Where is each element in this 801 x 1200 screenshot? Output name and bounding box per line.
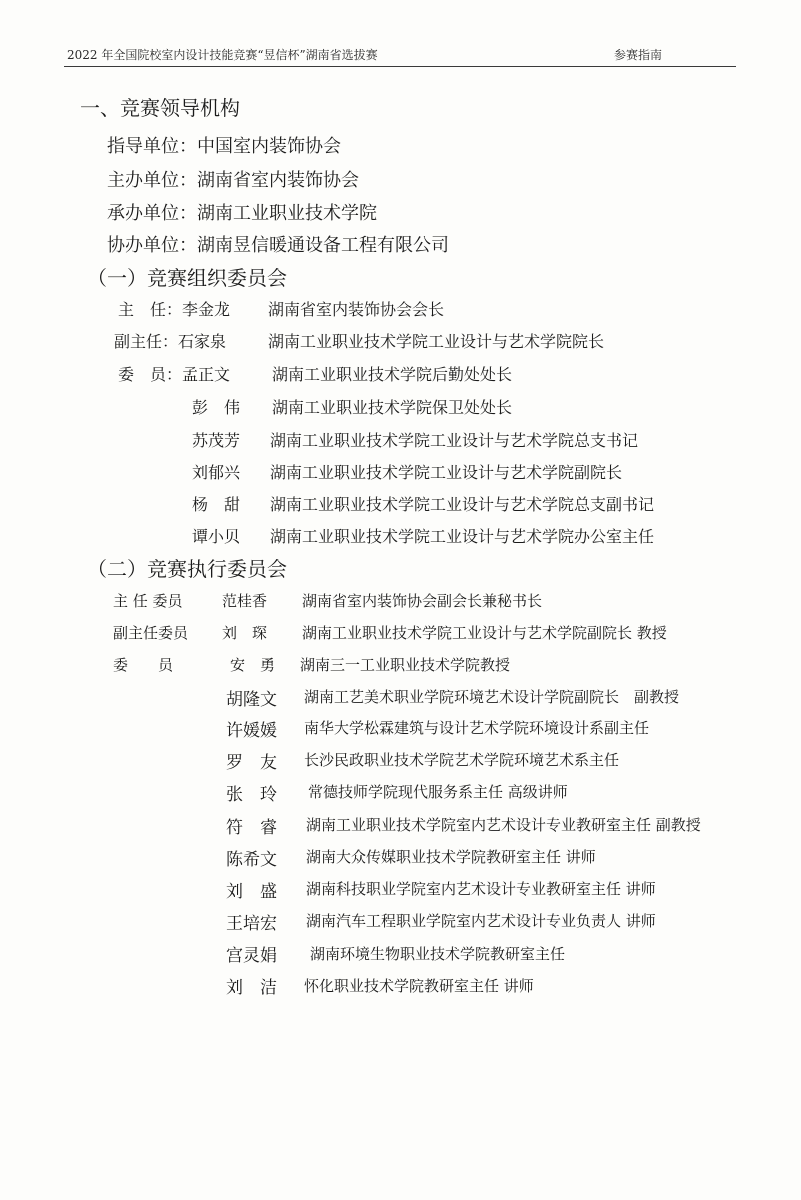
running-header-title: 2022 年全国院校室内设计技能竞赛“昱信杯”湖南省选拔赛 — [67, 48, 378, 62]
org-line-host — [107, 166, 359, 192]
member-name: 宫灵娟 — [226, 946, 277, 966]
member-name: 杨 甜 — [192, 495, 241, 514]
org-label: 承办单位： — [107, 203, 197, 224]
member-name: 张 玲 — [226, 785, 277, 805]
member-name: 彭 伟 — [192, 398, 241, 417]
committee-title-organizing: （一）竞赛组织委员会 — [87, 266, 287, 290]
member-name: 刘 盛 — [226, 882, 277, 902]
member-name: 刘 洁 — [226, 978, 277, 998]
member-desc: 湖南工业职业技术学院工业设计与艺术学院总支书记 — [270, 431, 639, 450]
member-name: 罗 友 — [226, 753, 277, 773]
member-desc: 湖南大众传媒职业技术学院教研室主任 讲师 — [306, 848, 596, 866]
member-name: 石家泉 — [178, 332, 227, 351]
member-role: 委 员： — [118, 365, 183, 384]
member-name: 李金龙 — [182, 300, 231, 319]
member-desc: 湖南工业职业技术学院工业设计与艺术学院院长 — [268, 332, 605, 351]
org-label: 协办单位： — [107, 235, 197, 256]
member-name: 孟正文 — [182, 365, 231, 384]
member-desc: 湖南环境生物职业技术学院教研室主任 — [310, 945, 566, 963]
member-desc: 湖南汽车工程职业学院室内艺术设计专业负责人 讲师 — [306, 912, 656, 930]
committee-title-executive: （二）竞赛执行委员会 — [87, 557, 287, 581]
member-desc: 湖南工业职业技术学院保卫处处长 — [272, 398, 513, 417]
member-desc: 常德技师学院现代服务系主任 高级讲师 — [308, 783, 568, 801]
member-desc: 湖南工艺美术职业学院环境艺术设计学院副院长 副教授 — [304, 688, 680, 706]
member-desc: 南华大学松霖建筑与设计艺术学院环境设计系副主任 — [304, 719, 650, 737]
member-role: 副主任： — [114, 332, 179, 351]
member-role: 委 员 — [113, 656, 174, 674]
member-row — [114, 329, 226, 352]
member-name: 刘郁兴 — [192, 463, 241, 482]
member-role: 主 任： — [118, 300, 183, 319]
member-desc: 湖南工业职业技术学院工业设计与艺术学院总支副书记 — [270, 495, 655, 514]
member-name: 苏茂芳 — [192, 431, 241, 450]
member-desc: 湖南三一工业职业技术学院教授 — [300, 656, 511, 674]
org-label: 指导单位： — [107, 136, 197, 157]
member-desc: 湖南工业职业技术学院工业设计与艺术学院副院长 — [270, 463, 623, 482]
org-line-organizer — [107, 199, 377, 225]
member-name: 刘 琛 — [222, 624, 268, 642]
member-row — [118, 362, 230, 385]
member-name: 谭小贝 — [192, 527, 241, 546]
member-desc: 湖南工业职业技术学院后勤处处长 — [272, 365, 513, 384]
org-line-guide — [107, 132, 341, 158]
org-value: 湖南昱信暖通设备工程有限公司 — [197, 235, 449, 256]
member-name: 符 睿 — [226, 818, 277, 838]
member-role: 主 任 委员 — [113, 592, 183, 610]
member-desc: 长沙民政职业技术学院艺术学院环境艺术系主任 — [304, 751, 620, 769]
org-line-coorganizer — [107, 231, 449, 257]
member-desc: 湖南工业职业技术学院工业设计与艺术学院副院长 教授 — [302, 624, 667, 642]
org-value: 湖南工业职业技术学院 — [197, 203, 377, 224]
member-row — [118, 297, 230, 320]
member-desc: 湖南工业职业技术学院室内艺术设计专业教研室主任 副教授 — [306, 816, 701, 834]
member-desc: 湖南科技职业学院室内艺术设计专业教研室主任 讲师 — [306, 880, 656, 898]
org-value: 中国室内装饰协会 — [197, 136, 341, 157]
org-value: 湖南省室内装饰协会 — [197, 170, 359, 191]
running-header-section: 参赛指南 — [614, 48, 663, 62]
member-name: 胡隆文 — [226, 690, 277, 710]
member-desc: 湖南省室内装饰协会副会长兼秘书长 — [302, 592, 543, 610]
member-role: 副主任委员 — [113, 624, 189, 642]
member-name: 陈希文 — [226, 850, 277, 870]
member-name: 安 勇 — [230, 656, 276, 674]
member-desc: 怀化职业技术学院教研室主任 讲师 — [304, 977, 534, 995]
member-desc: 湖南工业职业技术学院工业设计与艺术学院办公室主任 — [270, 527, 655, 546]
header-divider — [64, 66, 736, 67]
member-desc: 湖南省室内装饰协会会长 — [268, 300, 445, 319]
member-name: 范桂香 — [222, 592, 268, 610]
org-label: 主办单位： — [107, 170, 197, 191]
member-name: 王培宏 — [226, 914, 277, 934]
member-name: 许媛媛 — [226, 721, 277, 741]
section-title-leadership: 一、竞赛领导机构 — [80, 96, 240, 120]
